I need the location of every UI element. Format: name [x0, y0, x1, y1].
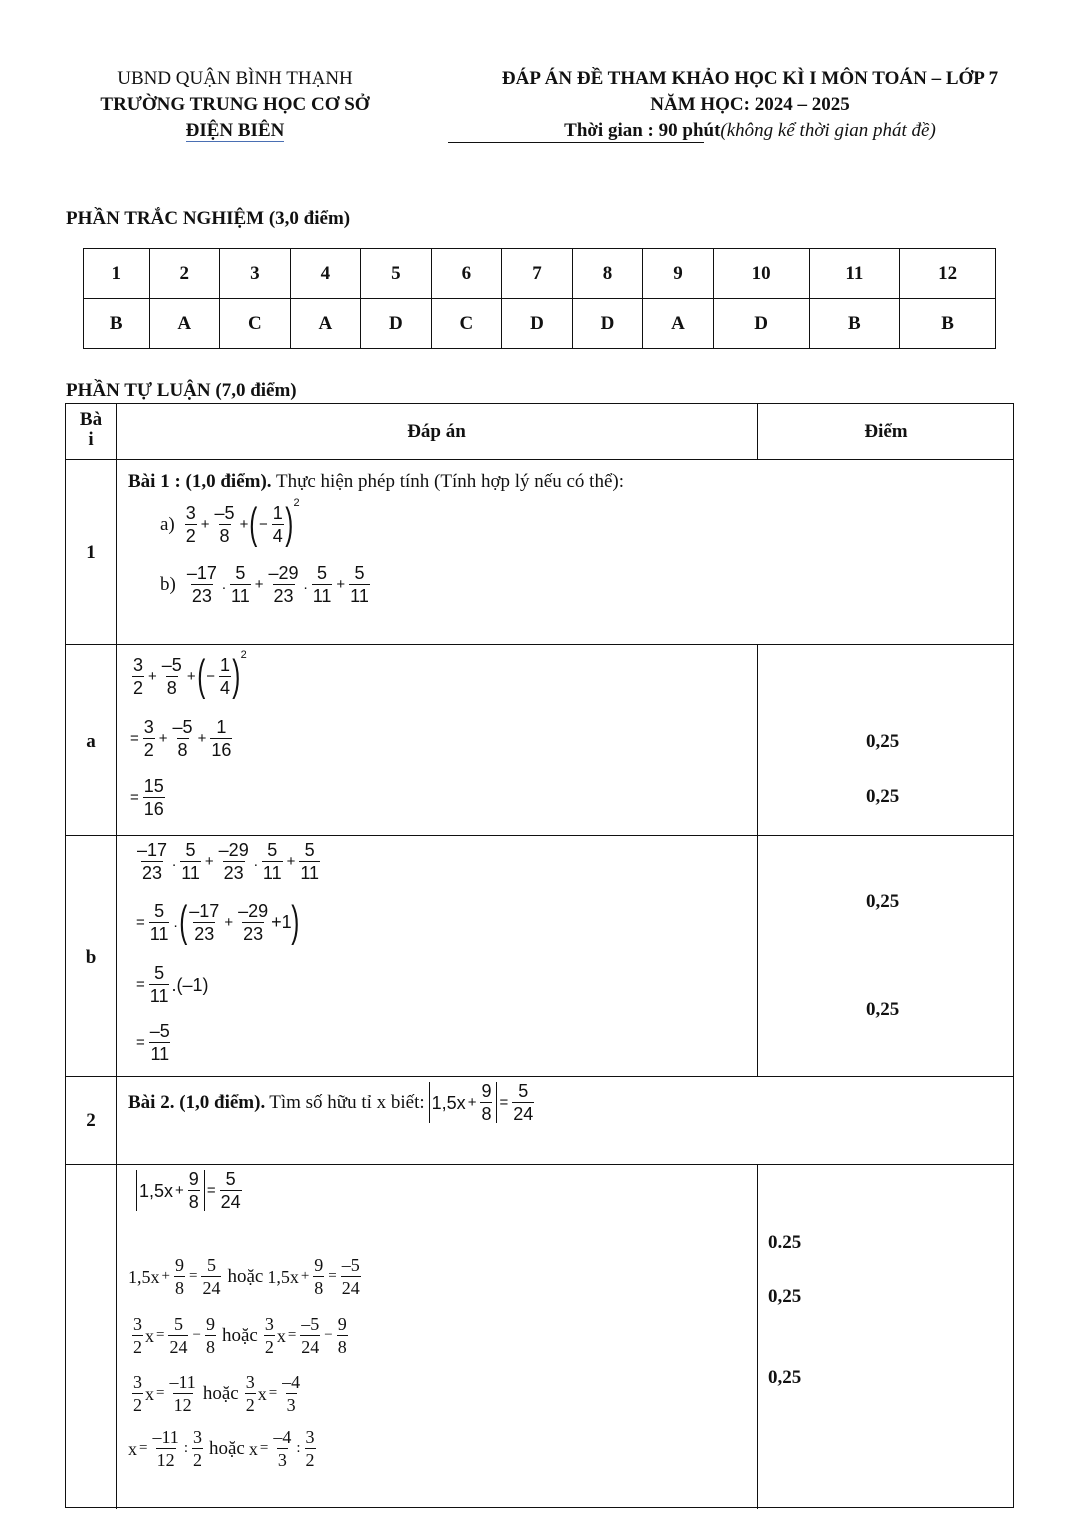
num: 5	[354, 563, 365, 583]
bai1-title-rest: Thực hiện phép tính (Tính hợp lý nếu có thể):	[275, 471, 624, 492]
op: +	[467, 1094, 477, 1111]
num: 9	[174, 1255, 184, 1275]
fraction	[205, 1315, 216, 1356]
num: 5	[173, 1314, 183, 1334]
school-type: TRƯỜNG TRUNG HỌC CƠ SỞ	[100, 94, 370, 115]
or-text: hoặc	[208, 1438, 245, 1459]
school-year: NĂM HỌC: 2024 – 2025	[650, 94, 850, 115]
num: 3	[185, 502, 196, 523]
den: 24	[169, 1337, 188, 1357]
op: =	[268, 1385, 278, 1401]
op: =	[188, 1268, 198, 1284]
den: 12	[173, 1395, 192, 1415]
op: +	[200, 515, 210, 533]
plus-one: +1	[271, 912, 292, 932]
fraction	[201, 1256, 221, 1297]
num: 5	[304, 840, 315, 860]
doc-title: ĐÁP ÁN ĐỀ THAM KHẢO HỌC KÌ I MÔN TOÁN – LỚP 7	[501, 68, 999, 89]
op: +	[175, 1182, 184, 1199]
num: 3	[305, 1427, 315, 1447]
op: .	[303, 576, 308, 593]
den: 2	[133, 1337, 142, 1357]
paren-close: )	[232, 651, 241, 700]
den: 24	[202, 1278, 221, 1298]
row-a-score2: 0,25	[866, 786, 900, 807]
fraction	[149, 1022, 171, 1063]
key-number: 2	[149, 249, 220, 299]
fraction	[264, 1315, 275, 1356]
key-answer: A	[149, 299, 220, 349]
key-number: 9	[643, 249, 714, 299]
num: 3	[133, 1314, 142, 1334]
fraction	[149, 902, 170, 943]
op: +	[224, 913, 234, 931]
duration-note: (không kể thời gian phát đề)	[720, 120, 936, 141]
paren-close: )	[285, 499, 294, 548]
den: 2	[264, 1337, 274, 1357]
row-a-label: a	[86, 731, 96, 752]
op: =	[156, 1385, 165, 1401]
op: .	[253, 853, 258, 870]
var-x: x	[145, 1383, 154, 1404]
bai2-line5	[128, 1428, 318, 1469]
fraction	[281, 1373, 301, 1414]
num: 5	[206, 1255, 216, 1275]
col-divider	[757, 1164, 758, 1509]
den: 16	[143, 799, 164, 819]
num: –17	[186, 563, 217, 583]
op: =	[328, 1268, 337, 1284]
den: 23	[273, 586, 294, 606]
term: 1,5x	[267, 1266, 299, 1287]
header-underline	[448, 142, 704, 143]
op: −	[324, 1327, 333, 1343]
den: 23	[223, 863, 244, 883]
fraction	[214, 504, 236, 545]
num: –4	[282, 1372, 301, 1392]
key-number: 5	[361, 249, 432, 299]
op: +	[148, 667, 157, 685]
key-answer: C	[220, 299, 291, 349]
op: +	[300, 1268, 310, 1284]
key-number: 6	[431, 249, 502, 299]
fraction	[188, 1170, 200, 1211]
key-answer: C	[431, 299, 502, 349]
num: –11	[169, 1372, 196, 1392]
num: –29	[218, 840, 249, 860]
num: 5	[154, 900, 165, 921]
minus-one: (–1)	[176, 974, 209, 995]
den: 2	[143, 740, 154, 760]
den: 11	[231, 586, 250, 606]
fraction	[218, 841, 250, 882]
fraction	[180, 841, 201, 882]
num: 5	[235, 563, 246, 583]
key-answer: D	[361, 299, 432, 349]
fraction	[186, 564, 218, 605]
key-number: 7	[502, 249, 573, 299]
fraction	[132, 1373, 143, 1414]
op: +	[336, 576, 346, 593]
num: 9	[205, 1314, 215, 1334]
fraction	[305, 1428, 316, 1469]
row-divider	[66, 644, 1013, 645]
fraction	[245, 1373, 256, 1414]
fraction	[168, 1373, 196, 1414]
op: −	[206, 667, 215, 685]
key-number: 12	[900, 249, 996, 299]
op: =	[136, 1034, 145, 1051]
den: 4	[220, 677, 231, 698]
den: 23	[194, 923, 215, 944]
fraction	[172, 718, 194, 759]
fraction	[262, 841, 283, 882]
bai2-line1	[136, 1170, 244, 1211]
fraction	[341, 1256, 361, 1297]
den: 2	[305, 1450, 315, 1470]
fraction	[188, 902, 220, 943]
bai2-score3: 0,25	[768, 1367, 802, 1388]
row-divider	[66, 459, 1013, 460]
num: 3	[264, 1314, 274, 1334]
num: 3	[192, 1427, 202, 1447]
key-answer: A	[643, 299, 714, 349]
fraction	[149, 964, 170, 1005]
fraction	[136, 841, 168, 882]
op: =	[206, 1182, 216, 1199]
num: 3	[133, 654, 144, 675]
den: 24	[341, 1278, 360, 1298]
paren-open: (	[196, 651, 205, 700]
fraction	[132, 656, 144, 697]
op: +	[158, 730, 168, 747]
var-x: x	[276, 1325, 286, 1346]
den: 8	[188, 1192, 199, 1212]
den: 3	[277, 1450, 287, 1470]
abs-value	[429, 1082, 498, 1123]
fraction	[219, 656, 231, 697]
op: =	[499, 1094, 509, 1111]
col-header-dap-an: Đáp án	[407, 421, 466, 442]
den: 2	[192, 1450, 202, 1470]
fraction	[161, 656, 183, 697]
den: 11	[149, 986, 169, 1006]
den: 4	[272, 525, 283, 546]
op: +	[161, 1268, 170, 1284]
abs-value	[136, 1170, 205, 1211]
den: 3	[286, 1395, 296, 1415]
bai2-line2	[128, 1256, 363, 1297]
label-a: a)	[160, 513, 175, 535]
op: .	[171, 974, 177, 995]
op: =	[136, 976, 145, 993]
fraction	[168, 1315, 188, 1356]
fraction	[210, 718, 232, 759]
fraction	[272, 1428, 292, 1469]
den: 23	[191, 586, 212, 606]
exam-duration	[430, 118, 1070, 144]
op: =	[130, 730, 139, 747]
op: +	[186, 667, 196, 685]
row-b-score2: 0,25	[866, 999, 900, 1020]
fraction	[230, 564, 251, 605]
den: 11	[181, 863, 200, 883]
bai2-line3	[130, 1315, 350, 1356]
op: +	[286, 853, 296, 870]
den: 8	[481, 1104, 492, 1124]
bai1-title-bold: Bài 1 : (1,0 điểm).	[128, 471, 272, 492]
bai2-title-rest: Tìm số hữu tỉ x biết:	[269, 1092, 425, 1113]
num: 9	[337, 1314, 347, 1334]
bai2-number: 2	[86, 1110, 96, 1131]
or-text: hoặc	[227, 1266, 264, 1287]
op: .	[173, 913, 178, 931]
num: –29	[268, 563, 299, 583]
row-divider	[66, 835, 1013, 836]
col-divider	[116, 404, 117, 1509]
fraction	[151, 1428, 179, 1469]
num: 9	[188, 1169, 199, 1189]
col-header-diem: Điểm	[864, 421, 908, 442]
den: 12	[156, 1450, 175, 1470]
exponent: 2	[240, 649, 247, 661]
district-name: UBND QUẬN BÌNH THẠNH	[117, 68, 353, 89]
num: –5	[301, 1314, 320, 1334]
num: 9	[314, 1255, 324, 1275]
op: +	[239, 515, 249, 533]
bai2-score1: 0.25	[768, 1232, 802, 1253]
num: –17	[137, 840, 168, 860]
den: 23	[243, 923, 264, 944]
den: 11	[149, 923, 169, 944]
den: 2	[185, 525, 196, 546]
bai2-line4	[130, 1373, 303, 1414]
den: 24	[220, 1192, 241, 1212]
op: .	[221, 576, 227, 593]
var-x: x	[257, 1383, 267, 1404]
op: =	[136, 913, 145, 931]
answer-key-numbers-row	[84, 249, 996, 299]
row-b-score1: 0,25	[866, 891, 900, 912]
col-divider	[757, 644, 758, 1076]
paren-open: (	[249, 499, 258, 548]
den: 2	[133, 1395, 142, 1415]
num: 5	[225, 1169, 236, 1189]
den: 16	[211, 740, 232, 760]
row-b-line4	[134, 1022, 173, 1063]
label-b: b)	[160, 574, 176, 595]
op: +	[254, 576, 264, 593]
row-a-score1: 0,25	[866, 731, 900, 752]
fraction	[268, 564, 300, 605]
key-number: 11	[809, 249, 900, 299]
num: –4	[273, 1427, 292, 1447]
bai1-number: 1	[86, 542, 96, 563]
key-answer: D	[713, 299, 809, 349]
row-a-line1	[130, 649, 247, 700]
num: 3	[143, 717, 154, 737]
num: –5	[341, 1255, 360, 1275]
den: 8	[177, 740, 188, 760]
den: 11	[312, 586, 332, 606]
row-a-line2	[128, 718, 234, 759]
op: −	[259, 515, 268, 533]
var-x: x	[128, 1438, 137, 1459]
op: +	[197, 730, 207, 747]
var-x: x	[145, 1325, 154, 1346]
den: 8	[337, 1337, 347, 1357]
answer-key-table	[83, 248, 996, 349]
fraction	[299, 841, 320, 882]
answer-key-answers-row	[84, 299, 996, 349]
den: 11	[300, 863, 320, 883]
bai1-title	[128, 471, 624, 493]
num: 5	[317, 563, 328, 583]
den: 8	[219, 525, 230, 546]
duration-text: Thời gian : 90 phút	[564, 120, 721, 141]
num: 5	[185, 840, 196, 860]
fraction	[300, 1315, 320, 1356]
den: 23	[142, 863, 163, 883]
fraction	[312, 564, 333, 605]
fraction	[272, 504, 284, 545]
fraction	[132, 1315, 143, 1356]
num: –5	[161, 654, 182, 675]
row-divider	[66, 1164, 1013, 1165]
op: =	[139, 1440, 148, 1456]
paren-open: (	[178, 897, 187, 946]
num: 1	[272, 502, 283, 523]
row-b-line2	[134, 897, 300, 946]
fraction	[313, 1256, 324, 1297]
row-a-line3	[128, 777, 167, 818]
den: 2	[245, 1395, 255, 1415]
essay-answer-table	[65, 403, 1014, 1508]
key-number: 8	[572, 249, 643, 299]
key-number: 4	[290, 249, 361, 299]
op: =	[259, 1440, 269, 1456]
bai2-score2: 0,25	[768, 1286, 802, 1307]
bai2-title-bold: Bài 2. (1,0 điểm).	[128, 1092, 266, 1113]
op: .	[172, 853, 177, 870]
key-number: 10	[713, 249, 809, 299]
header-left	[60, 66, 410, 144]
var-x: x	[248, 1438, 258, 1459]
paren-close: )	[290, 897, 300, 946]
op: +	[204, 853, 214, 870]
num: 15	[143, 776, 164, 796]
num: –5	[149, 1021, 170, 1041]
bai1-expr-b	[160, 564, 372, 605]
op: =	[156, 1327, 165, 1343]
op: =	[287, 1327, 297, 1343]
num: 1	[216, 717, 227, 737]
op: :	[183, 1440, 188, 1456]
row-divider	[66, 1076, 1013, 1077]
key-number: 1	[84, 249, 150, 299]
or-text: hoặc	[221, 1325, 258, 1346]
header-right	[430, 66, 1070, 144]
key-answer: D	[572, 299, 643, 349]
num: 5	[518, 1081, 529, 1101]
section-essay-title: PHẦN TỰ LUẬN (7,0 điểm)	[66, 380, 297, 401]
col-header-bai-line2: i	[88, 429, 94, 450]
fraction	[185, 504, 197, 545]
key-answer: A	[290, 299, 361, 349]
fraction	[512, 1082, 534, 1123]
num: –11	[152, 1427, 179, 1447]
key-answer: D	[502, 299, 573, 349]
row-b-line3	[134, 964, 208, 1005]
den: 8	[166, 677, 177, 698]
row-b-line1	[134, 841, 322, 882]
op: −	[192, 1327, 201, 1343]
fraction	[337, 1315, 348, 1356]
den: 11	[262, 863, 282, 883]
op: =	[130, 789, 139, 806]
or-text: hoặc	[202, 1383, 239, 1404]
fraction	[220, 1170, 242, 1211]
key-answer: B	[900, 299, 996, 349]
col-header-bai-line1: Bà	[79, 409, 103, 430]
fraction	[143, 718, 155, 759]
fraction	[349, 564, 370, 605]
op: :	[296, 1440, 301, 1456]
term: 1,5x	[139, 1180, 174, 1201]
den: 2	[133, 677, 144, 698]
exponent: 2	[293, 497, 300, 509]
num: –5	[214, 502, 235, 523]
num: 5	[154, 963, 165, 983]
row-b-label: b	[85, 947, 97, 968]
bai2-title	[128, 1082, 536, 1123]
bai1-expr-a	[160, 497, 300, 548]
den: 11	[350, 586, 369, 606]
den: 11	[150, 1044, 170, 1064]
num: 3	[133, 1372, 142, 1392]
fraction	[192, 1428, 203, 1469]
school-name: ĐIỆN BIÊN	[185, 120, 285, 141]
num: 9	[481, 1081, 492, 1101]
den: 24	[301, 1337, 320, 1357]
term: 1,5x	[128, 1266, 160, 1287]
fraction	[237, 902, 269, 943]
fraction	[174, 1256, 185, 1297]
num: 3	[245, 1372, 255, 1392]
den: 24	[513, 1104, 534, 1124]
section-multiple-choice-title: PHẦN TRẮC NGHIỆM (3,0 điểm)	[66, 208, 351, 229]
term: 1,5x	[431, 1092, 466, 1113]
fraction	[480, 1082, 492, 1123]
den: 8	[314, 1278, 324, 1298]
key-answer: B	[84, 299, 150, 349]
den: 8	[205, 1337, 215, 1357]
key-number: 3	[220, 249, 291, 299]
den: 8	[174, 1278, 184, 1298]
col-header-bai	[66, 410, 116, 450]
key-answer: B	[809, 299, 900, 349]
num: –17	[189, 900, 220, 921]
num: 1	[220, 654, 231, 675]
num: 5	[267, 840, 278, 860]
num: –5	[172, 717, 193, 737]
num: –29	[238, 900, 269, 921]
fraction	[143, 777, 165, 818]
